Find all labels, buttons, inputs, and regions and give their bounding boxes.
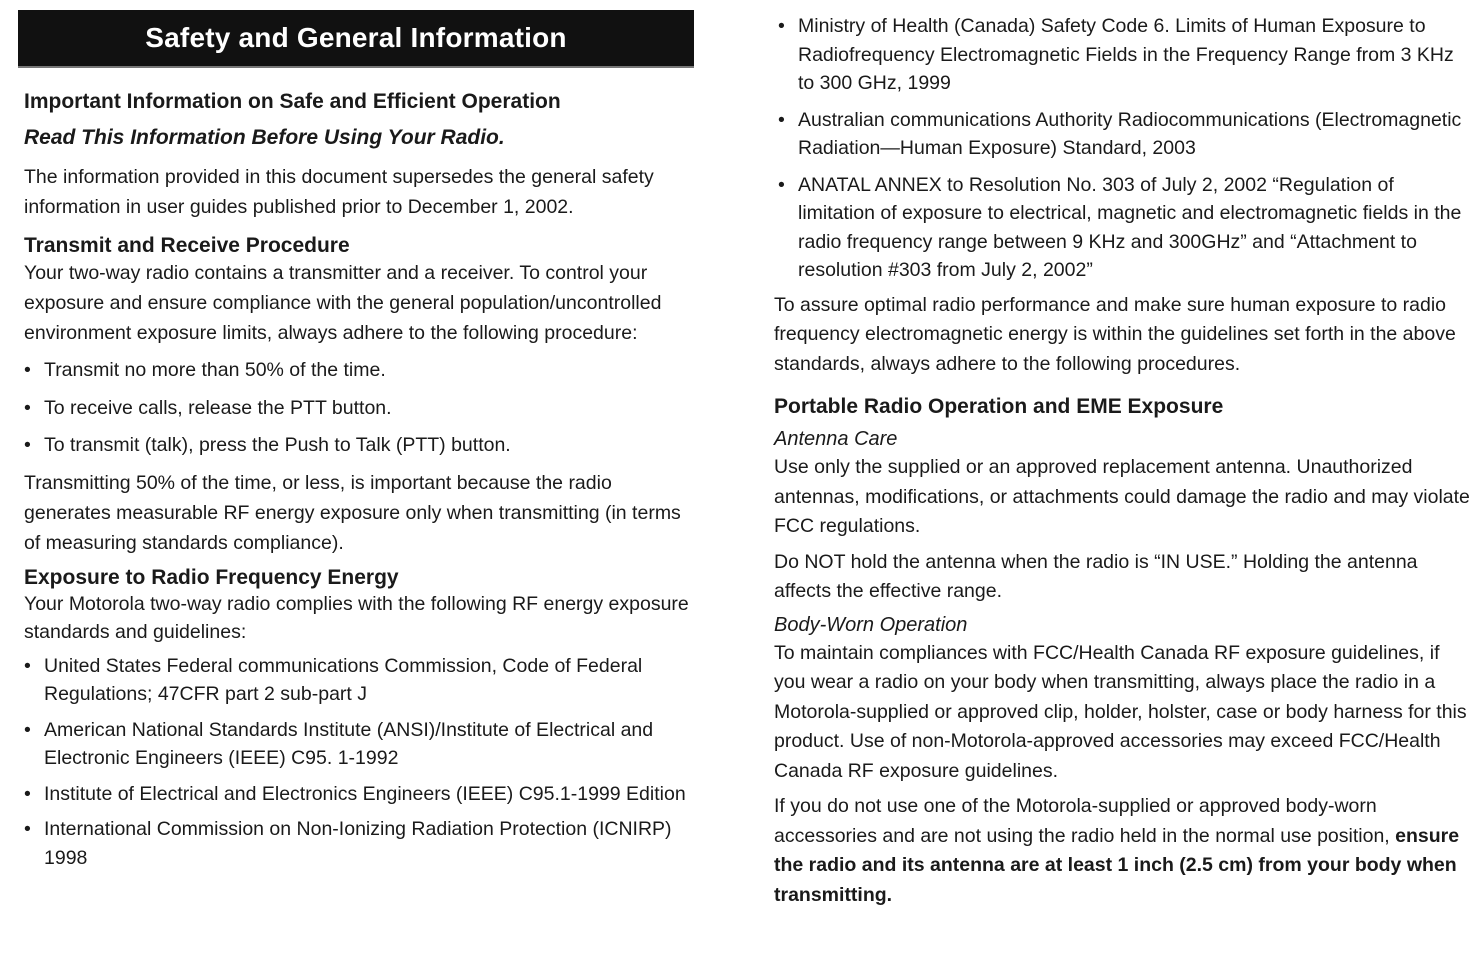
heading-portable-radio-eme: Portable Radio Operation and EME Exposure — [774, 395, 1224, 418]
procedure-list — [24, 356, 698, 460]
right-column — [774, 12, 1474, 910]
standards-list-right — [778, 12, 1474, 285]
not-using-bold-warning: ensure the radio and its antenna are at least 1 inch (2.5 cm) from your body when transmitting. — [774, 824, 1460, 906]
exposure-intro-paragraph: Your Motorola two-way radio complies with the following RF energy exposure standards and guidelines: — [24, 592, 689, 643]
not-using-paragraph — [774, 792, 1474, 910]
antenna-care-paragraph: Use only the supplied or an approved replacement antenna. Unauthorized antennas, modifications, or attachments could damage the radio and may violate FCC regulations. — [774, 456, 1470, 537]
supersedes-paragraph: The information provided in this document supersedes the general safety information in user guides published prior to December 1, 2002. — [24, 166, 654, 218]
standards-list-left — [24, 652, 698, 873]
standard-item: • Australian communications Authority Radiocommunications (Electromagnetic Radiation—Human Exposure) Standard, 2003 — [778, 106, 1474, 163]
section-banner: Safety and General Information — [18, 10, 694, 68]
standard-item: • Institute of Electrical and Electronics Engineers (IEEE) C95.1-1999 Edition — [24, 780, 698, 809]
left-column — [18, 0, 698, 872]
transmitting-note-paragraph: Transmitting 50% of the time, or less, is important because the radio generates measurable RF energy exposure only when transmitting (in terms of measuring standards compliance). — [24, 471, 681, 554]
not-using-text: If you do not use one of the Motorola-supplied or approved body-worn accessories and are not using the radio held in the normal use position, — [774, 795, 1390, 847]
body-worn-paragraph: To maintain compliances with FCC/Health Canada RF exposure guidelines, if you wear a radio on your body when transmitting, always place the radio in a Motorola-supplied or approved clip, holder, holster, case or body harness for this product. Use of non-Motorola-approved accessories may exceed FCC/Health Canada RF exposure guidelines. — [774, 641, 1467, 782]
antenna-hold-paragraph: Do NOT hold the antenna when the radio is “IN USE.” Holding the antenna affects the effective range. — [774, 550, 1418, 602]
procedure-item: • Transmit no more than 50% of the time. — [24, 356, 698, 385]
body-worn-title: Body-Worn Operation — [774, 613, 968, 636]
standard-item: • ANATAL ANNEX to Resolution No. 303 of July 2, 2002 “Regulation of limitation of exposure to electrical, magnetic and electromagnetic fields in the radio frequency range between 9 KHz and 300GHz” and “Attachment to resolution #303 from July 2, 2002” — [778, 171, 1474, 285]
standard-item: • Ministry of Health (Canada) Safety Code 6. Limits of Human Exposure to Radiofrequency Electromagnetic Fields in the Frequency Range from 3 KHz to 300 GHz, 1999 — [778, 12, 1474, 98]
heading-read-before-use: Read This Information Before Using Your Radio. — [24, 126, 505, 149]
transmit-intro-paragraph: Your two-way radio contains a transmitter and a receiver. To control your exposure and ensure compliance with the general population/uncontrolled environment exposure limits, always adhere to the following procedure: — [24, 262, 662, 344]
standard-item: • American National Standards Institute (ANSI)/Institute of Electrical and Electronic Engineers (IEEE) C95. 1-1992 — [24, 716, 698, 773]
procedure-item: • To transmit (talk), press the Push to Talk (PTT) button. — [24, 431, 698, 460]
antenna-care-title: Antenna Care — [774, 428, 898, 450]
heading-rf-exposure: Exposure to Radio Frequency Energy — [24, 565, 399, 589]
heading-transmit-receive: Transmit and Receive Procedure — [24, 234, 350, 257]
heading-important-information: Important Information on Safe and Efficient Operation — [24, 90, 561, 113]
assure-paragraph: To assure optimal radio performance and make sure human exposure to radio frequency electromagnetic energy is within the guidelines set forth in the above standards, always adhere to the following procedures. — [774, 293, 1456, 375]
standard-item: • International Commission on Non-Ionizing Radiation Protection (ICNIRP) 1998 — [24, 815, 698, 872]
procedure-item: • To receive calls, release the PTT button. — [24, 394, 698, 423]
standard-item: • United States Federal communications Commission, Code of Federal Regulations; 47CFR part 2 sub-part J — [24, 652, 698, 709]
